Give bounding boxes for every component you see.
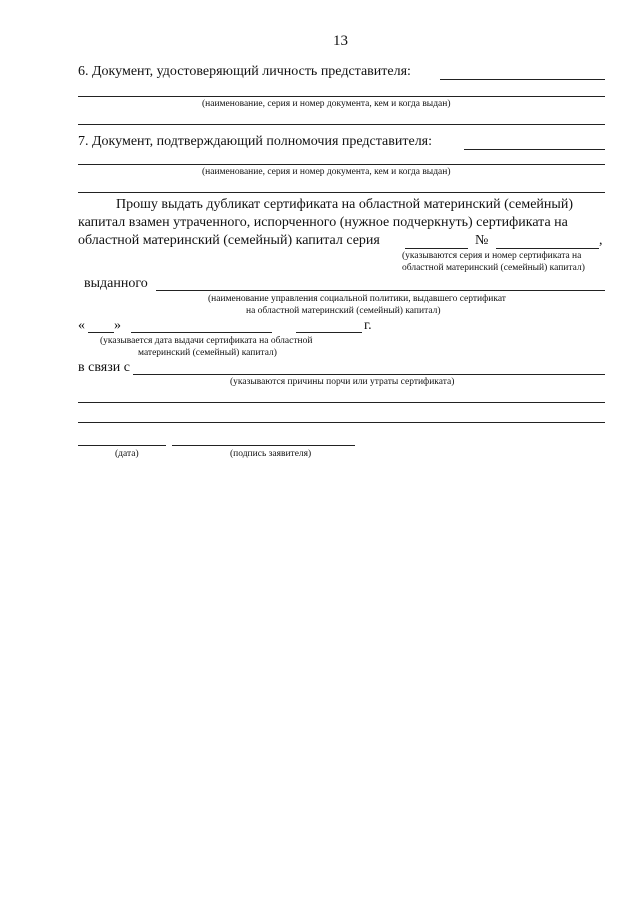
number-sign: № — [475, 233, 489, 248]
request-line-3: областной материнский (семейный) капитал серия — [78, 233, 380, 248]
series-hint-1: (указываются серия и номер сертификата на — [402, 251, 582, 261]
section6-label: 6. Документ, удостоверяющий личность представителя: — [78, 64, 411, 79]
request-line-2: капитал взамен утраченного, испорченного (нужное подчеркнуть) сертификата на — [78, 215, 568, 230]
request-comma: , — [599, 233, 603, 248]
section6-hint: (наименование, серия и номер документа, кем и когда выдан) — [202, 99, 451, 109]
section6-fill-line-3[interactable] — [78, 124, 605, 125]
signature-line[interactable] — [172, 445, 355, 446]
section7-fill-line-3[interactable] — [78, 192, 605, 193]
date-hint-1: (указывается дата выдачи сертификата на областной — [100, 336, 313, 346]
reason-label: в связи с — [78, 360, 130, 375]
section7-label: 7. Документ, подтверждающий полномочия представителя: — [78, 134, 433, 149]
issued-label: выданного — [84, 276, 148, 291]
month-fill-line[interactable] — [131, 332, 272, 333]
date-close-quote: » — [114, 318, 121, 333]
series-hint-2: областной материнский (семейный) капитал) — [402, 263, 585, 273]
page-number: 13 — [333, 33, 348, 49]
year-suffix: г. — [364, 318, 372, 333]
issued-hint-2: на областной материнский (семейный) капитал) — [246, 306, 441, 316]
number-fill-line[interactable] — [496, 248, 599, 249]
date-label: (дата) — [115, 449, 139, 459]
signature-label: (подпись заявителя) — [230, 449, 312, 459]
date-sign-line[interactable] — [78, 445, 166, 446]
reason-hint: (указываются причины порчи или утраты сертификата) — [230, 377, 455, 387]
date-open-quote: « — [78, 318, 85, 333]
reason-fill-line-3[interactable] — [78, 422, 605, 423]
section7-hint: (наименование, серия и номер документа, кем и когда выдан) — [202, 167, 451, 177]
reason-fill-line[interactable] — [133, 374, 605, 375]
section6-fill-line-2[interactable] — [78, 96, 605, 97]
series-fill-line[interactable] — [405, 248, 468, 249]
issued-fill-line[interactable] — [156, 290, 605, 291]
issued-hint-1: (наименование управления социальной политики, выдавшего сертификат — [208, 294, 506, 304]
section6-fill-line[interactable] — [440, 79, 605, 80]
reason-fill-line-2[interactable] — [78, 402, 605, 403]
day-fill-line[interactable] — [88, 332, 114, 333]
section7-fill-line-2[interactable] — [78, 164, 605, 165]
date-hint-2: материнский (семейный) капитал) — [138, 348, 277, 358]
request-line-1: Прошу выдать дубликат сертификата на областной материнский (семейный) — [116, 197, 573, 212]
section7-fill-line[interactable] — [464, 149, 605, 150]
year-fill-line[interactable] — [296, 332, 362, 333]
